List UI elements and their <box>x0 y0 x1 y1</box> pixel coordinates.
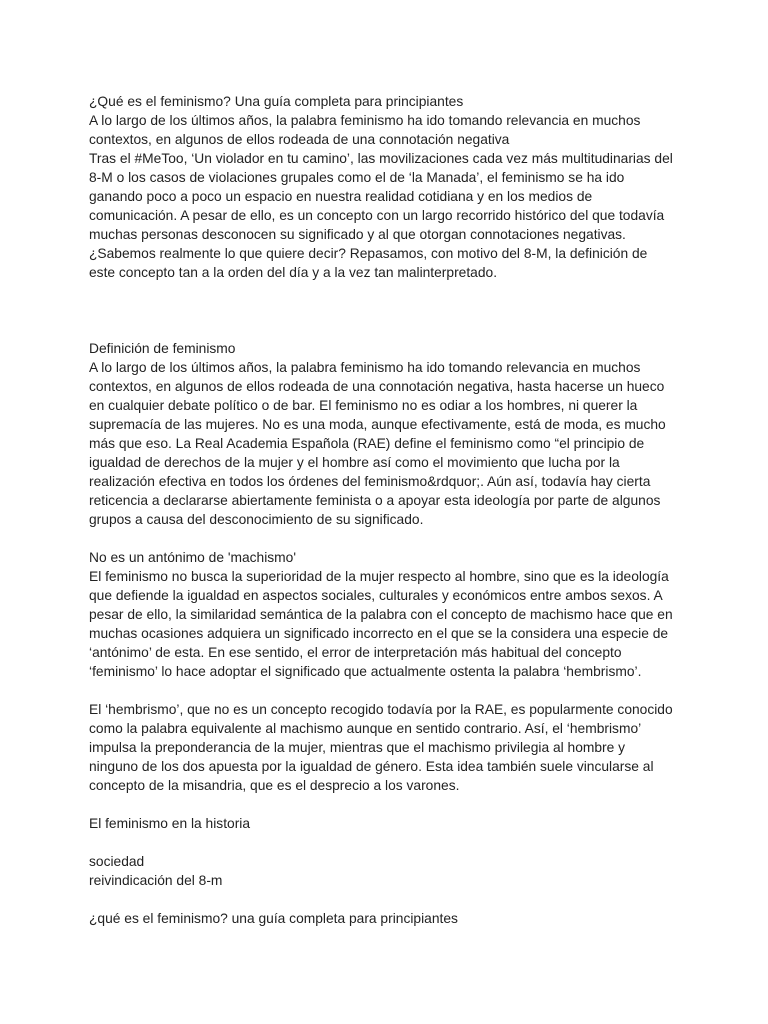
antonimo-heading: No es un antónimo de 'machismo' <box>89 550 296 565</box>
hembrismo-section <box>89 700 689 795</box>
intro-line: A lo largo de los últimos años, la palabra feminismo ha ido tomando relevancia en muchos <box>89 113 641 128</box>
definicion-section <box>89 339 689 529</box>
hembrismo-line: concepto de la misandria, que es el desprecio a los varones. <box>89 778 460 793</box>
definicion-line: más que eso. La Real Academia Española (RAE) define el feminismo como “el principio de <box>89 436 645 451</box>
antonimo-line: muchas ocasiones adquiera un significado incorrecto en el que se la considera una especie de <box>89 626 669 641</box>
antonimo-line: pesar de ello, la similaridad semántica de la palabra con el concepto de machismo hace que en <box>89 607 673 622</box>
intro-line: ganando poco a poco un espacio en nuestra realidad cotidiana y en los medios de <box>89 189 593 204</box>
paragraph-spacer <box>89 833 689 852</box>
paragraph-spacer <box>89 529 689 548</box>
definicion-line: reticencia a declararse abiertamente feminista o a apoyar esta ideología por parte de algunos <box>89 493 661 508</box>
intro-line: muchas personas desconocen su significado y al que otorgan connotaciones negativas. <box>89 227 626 242</box>
intro-line: comunicación. A pesar de ello, es un concepto con un largo recorrido histórico del que todavía <box>89 208 665 223</box>
document-page <box>89 92 689 928</box>
antonimo-line: que defiende la igualdad en aspectos sociales, culturales y económicos entre ambos sexos. A <box>89 588 663 603</box>
definicion-line: en cualquier debate político o de bar. El feminismo no es odiar a los hombres, ni querer la <box>89 398 638 413</box>
historia-section <box>89 814 689 833</box>
definicion-line: contextos, en algunos de ellos rodeada de una connotación negativa, hasta hacerse un hueco <box>89 379 665 394</box>
intro-section <box>89 92 689 282</box>
tag-sociedad: sociedad <box>89 854 145 869</box>
antonimo-line: ‘feminismo’ lo hace adoptar el significado que actualmente ostenta la palabra ‘hembrismo’. <box>89 664 642 679</box>
intro-line: contextos, en algunos de ellos rodeada de una connotación negativa <box>89 132 510 147</box>
intro-line: ¿Sabemos realmente lo que quiere decir? Repasamos, con motivo del 8-M, la definición de <box>89 246 648 261</box>
intro-line: Tras el #MeToo, ‘Un violador en tu camino’, las movilizaciones cada vez más multitudinarias del <box>89 151 673 166</box>
intro-line: 8-M o los casos de violaciones grupales como el de ‘la Manada’, el feminismo se ha ido <box>89 170 625 185</box>
historia-heading: El feminismo en la historia <box>89 816 251 831</box>
antonimo-section <box>89 548 689 681</box>
hembrismo-line: ninguno de los dos apuesta por la igualdad de género. Esta idea también suele vincularse al <box>89 759 654 774</box>
definicion-line: A lo largo de los últimos años, la palabra feminismo ha ido tomando relevancia en muchos <box>89 360 641 375</box>
paragraph-spacer <box>89 681 689 700</box>
tags-section <box>89 852 689 890</box>
footer-title: ¿qué es el feminismo? una guía completa para principiantes <box>89 911 458 926</box>
hembrismo-line: como la palabra equivalente al machismo aunque en sentido contrario. Así, el ‘hembrismo’ <box>89 721 642 736</box>
antonimo-line: ‘antónimo’ de esta. En ese sentido, el error de interpretación más habitual del concepto <box>89 645 622 660</box>
intro-line: este concepto tan a la orden del día y a la vez tan malinterpretado. <box>89 265 498 280</box>
hembrismo-line: El ‘hembrismo’, que no es un concepto recogido todavía por la RAE, es popularmente conocido <box>89 702 673 717</box>
definicion-line: supremacía de las mujeres. No es una moda, aunque efectivamente, está de moda, es mucho <box>89 417 666 432</box>
paragraph-spacer <box>89 890 689 909</box>
footer-section <box>89 909 689 928</box>
hembrismo-line: impulsa la preponderancia de la mujer, mientras que el machismo privilegia al hombre y <box>89 740 626 755</box>
antonimo-line: El feminismo no busca la superioridad de la mujer respecto al hombre, sino que es la ideología <box>89 569 669 584</box>
paragraph-spacer <box>89 795 689 814</box>
intro-title: ¿Qué es el feminismo? Una guía completa para principiantes <box>89 94 464 109</box>
section-spacer <box>89 282 689 339</box>
definicion-line: igualdad de derechos de la mujer y el hombre así como el movimiento que lucha por la <box>89 455 620 470</box>
definicion-heading: Definición de feminismo <box>89 341 236 356</box>
definicion-line: grupos a causa del desconocimiento de su significado. <box>89 512 424 527</box>
definicion-line: realización efectiva en todos los órdenes del feminismo&rdquor;. Aún así, todavía hay cierta <box>89 474 651 489</box>
tag-reivindicacion: reivindicación del 8-m <box>89 873 223 888</box>
